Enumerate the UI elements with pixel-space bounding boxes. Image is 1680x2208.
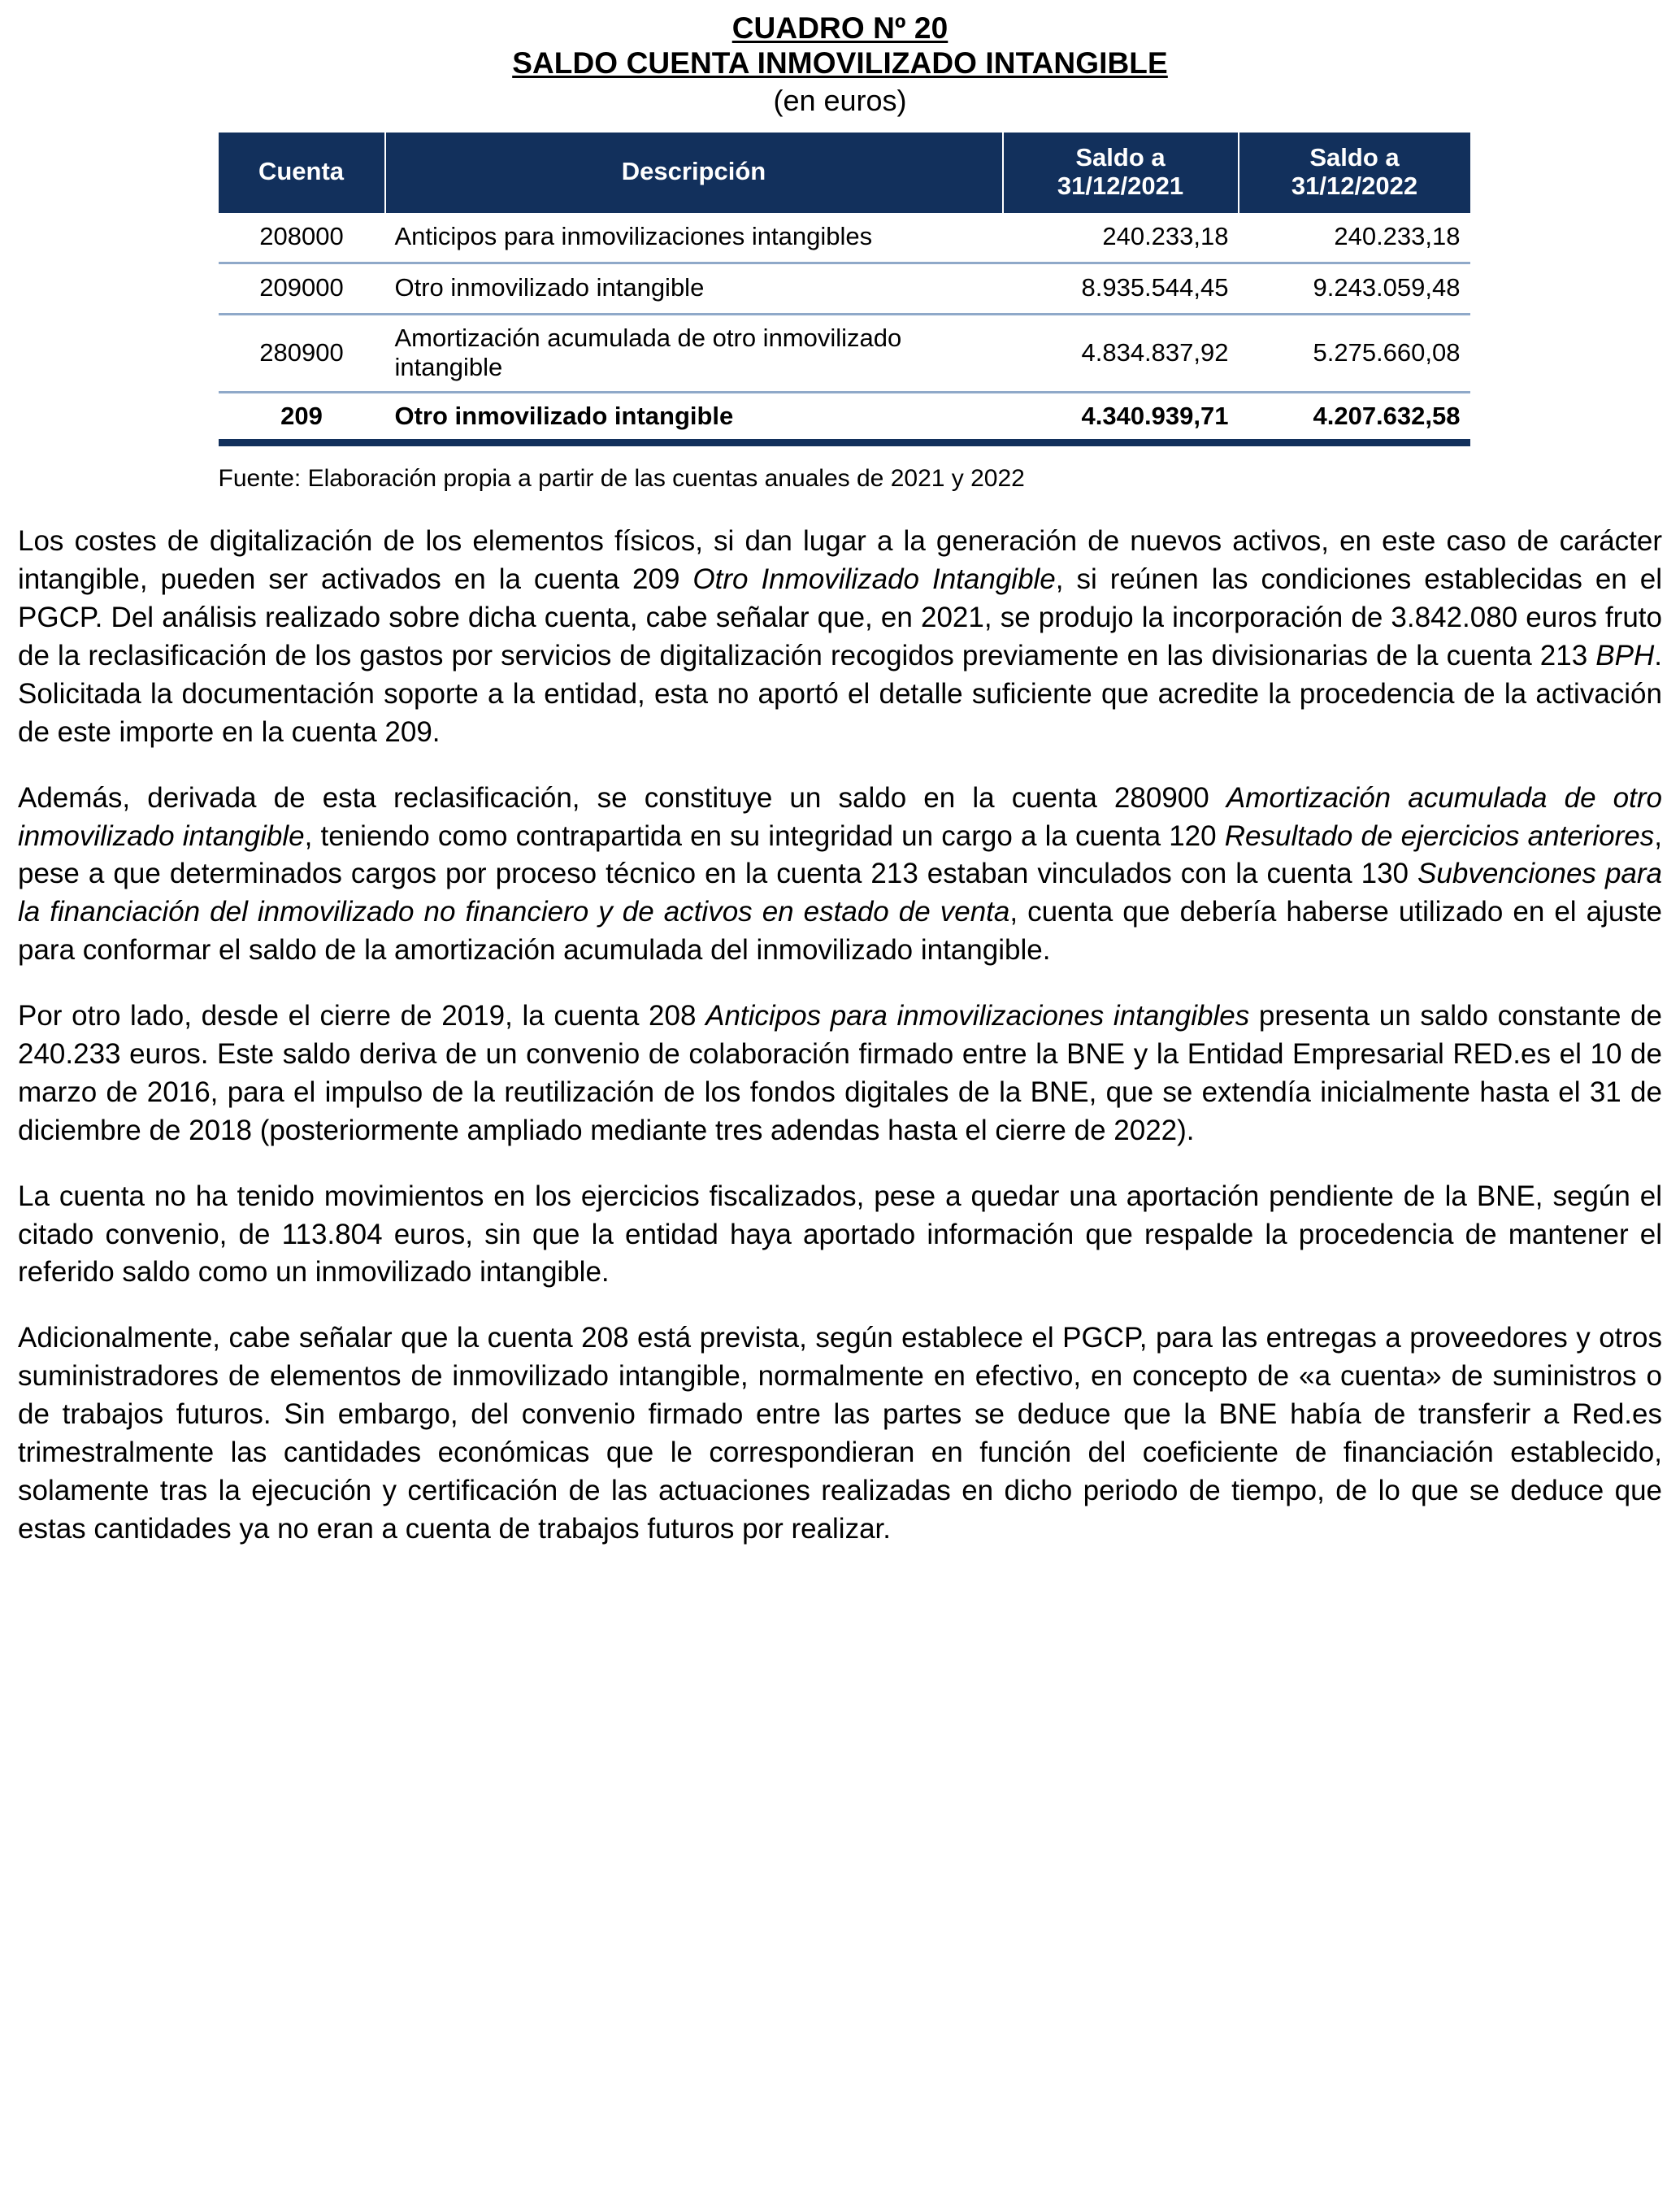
cell-saldo-2021: 240.233,18 <box>1003 213 1239 263</box>
p1-part-b: , si reúnen las condiciones establecidas en el PGCP. Del análisis realizado sobre dicha cuenta, cabe señalar que, en 2021, se produjo la incorporación de 3.842.080 euros fruto de la reclasificación de los gastos por servicios de digitalización recogidos previamente en las divisionarias de la cuenta 213 <box>18 563 1662 672</box>
paragraph-3 <box>18 998 1662 1150</box>
cell-saldo-2021: 8.935.544,45 <box>1003 263 1239 315</box>
table-header-row <box>219 133 1470 213</box>
body-text <box>18 523 1662 1548</box>
title-line-2-text: SALDO CUENTA INMOVILIZADO INTANGIBLE <box>512 46 1168 80</box>
paragraph-4: La cuenta no ha tenido movimientos en los ejercicios fiscalizados, pese a quedar una aportación pendiente de la BNE, según el citado convenio, de 113.804 euros, sin que la entidad haya aportado información que respalde la procedencia de mantener el referido saldo como un inmovilizado intangible. <box>18 1180 1662 1289</box>
paragraph-5: Adicionalmente, cabe señalar que la cuenta 208 está prevista, según establece el PGCP, para las entregas a proveedores y otros suministradores de elementos de inmovilizado intangible, normalmente en efectivo, en concepto de «a cuenta» de suministros o de trabajos futuros. Sin embargo, del convenio firmado entre las partes se deduce que la BNE había de transferir a Red.es trimestralmente las cantidades económicas que le correspondieran en función del coeficiente de financiación establecido, solamente tras la ejecución y certificación de las actuaciones realizadas en dicho periodo de tiempo, de lo que se deduce que estas cantidades ya no eran a cuenta de trabajos futuros por realizar. <box>18 1322 1662 1545</box>
table-total-row <box>219 392 1470 443</box>
p2-part-b: , teniendo como contrapartida en su integridad un cargo a la cuenta 120 <box>304 819 1225 852</box>
page-title <box>18 11 1662 118</box>
table-row <box>219 314 1470 392</box>
cell-descripcion: Anticipos para inmovilizaciones intangibles <box>385 213 1003 263</box>
p2-part-d: , cuenta que debería haberse utilizado en el ajuste para conformar el saldo de la amortización acumulada del inmovilizado intangible. <box>18 896 1662 967</box>
p1-italic-otro-inmovilizado-intangible: Otro Inmovilizado Intangible <box>692 563 1056 596</box>
table-source-note: Fuente: Elaboración propia a partir de las cuentas anuales de 2021 y 2022 <box>218 465 1025 493</box>
p2-italic-subvenciones: Subvenciones para la financiación del inmovilizado no financiero y de activos en estado de venta <box>18 858 1662 928</box>
column-header-saldo-2022-line2: 31/12/2022 <box>1291 171 1418 200</box>
p3-part-b: presenta un saldo constante de 240.233 euros. Este saldo deriva de un convenio de colaboración firmado entre la BNE y la Entidad Empresarial RED.es el 10 de marzo de 2016, para el impulso de la reutilización de los fondos digitales de la BNE, que se extendía inicialmente hasta el 31 de diciembre de 2018 (posteriormente ampliado mediante tres adendas hasta el cierre de 2022). <box>18 1000 1662 1146</box>
table-row <box>219 263 1470 315</box>
p1-part-a: Los costes de digitalización de los elementos físicos, si dan lugar a la generación de nuevos activos, en este caso de carácter intangible, pueden ser activados en la cuenta 209 <box>18 525 1662 596</box>
cell-saldo-2022: 9.243.059,48 <box>1239 263 1470 315</box>
title-line-2 <box>18 46 1662 81</box>
title-line-1-text: CUADRO Nº 20 <box>731 11 949 45</box>
cell-descripcion: Otro inmovilizado intangible <box>385 263 1003 315</box>
paragraph-2 <box>18 780 1662 970</box>
cuadro-20-table <box>219 133 1470 446</box>
p3-part-a: Por otro lado, desde el cierre de 2019, la cuenta 208 <box>18 1000 706 1032</box>
cell-saldo-2021-total: 4.340.939,71 <box>1003 392 1239 443</box>
p1-italic-bph: BPH <box>1595 640 1655 672</box>
title-units: (en euros) <box>773 83 907 117</box>
p1-part-c: . Solicitada la documentación soporte a la entidad, esta no aportó el detalle suficiente que acredite la procedencia de la activación de este importe en la cuenta 209. <box>18 640 1662 748</box>
paragraph-1 <box>18 523 1662 751</box>
table-row <box>219 213 1470 263</box>
column-header-saldo-2022-line1: Saldo a <box>1309 143 1400 172</box>
cell-saldo-2022: 5.275.660,08 <box>1239 314 1470 392</box>
p3-italic-anticipos: Anticipos para inmovilizaciones intangibles <box>705 1000 1250 1032</box>
title-line-1 <box>18 11 1662 46</box>
cell-cuenta: 208000 <box>219 213 385 263</box>
column-header-descripcion: Descripción <box>385 133 1003 213</box>
cell-saldo-2022-total: 4.207.632,58 <box>1239 392 1470 443</box>
column-header-cuenta: Cuenta <box>219 133 385 213</box>
p2-italic-amortizacion-acumulada: Amortización acumulada de otro inmovilizado intangible <box>18 781 1662 852</box>
column-header-saldo-2022 <box>1239 133 1470 213</box>
column-header-saldo-2021-line2: 31/12/2021 <box>1057 171 1184 200</box>
column-header-saldo-2021-line1: Saldo a <box>1075 143 1166 172</box>
p2-part-c: , pese a que determinados cargos por proceso técnico en la cuenta 213 estaban vinculados con la cuenta 130 <box>18 819 1662 890</box>
cell-descripcion-total: Otro inmovilizado intangible <box>385 392 1003 443</box>
cell-saldo-2021: 4.834.837,92 <box>1003 314 1239 392</box>
table-header <box>219 133 1470 213</box>
cell-cuenta: 209000 <box>219 263 385 315</box>
cell-cuenta: 280900 <box>219 314 385 392</box>
cell-cuenta-total: 209 <box>219 392 385 443</box>
table-body <box>219 213 1470 442</box>
cell-saldo-2022: 240.233,18 <box>1239 213 1470 263</box>
p2-italic-resultado-ejercicios-anteriores: Resultado de ejercicios anteriores <box>1224 819 1655 852</box>
cell-descripcion: Amortización acumulada de otro inmovilizado intangible <box>385 314 1003 392</box>
p2-part-a: Además, derivada de esta reclasificación, se constituye un saldo en la cuenta 280900 <box>18 781 1226 814</box>
cuadro-20-table-container <box>211 133 1470 446</box>
column-header-saldo-2021 <box>1003 133 1239 213</box>
